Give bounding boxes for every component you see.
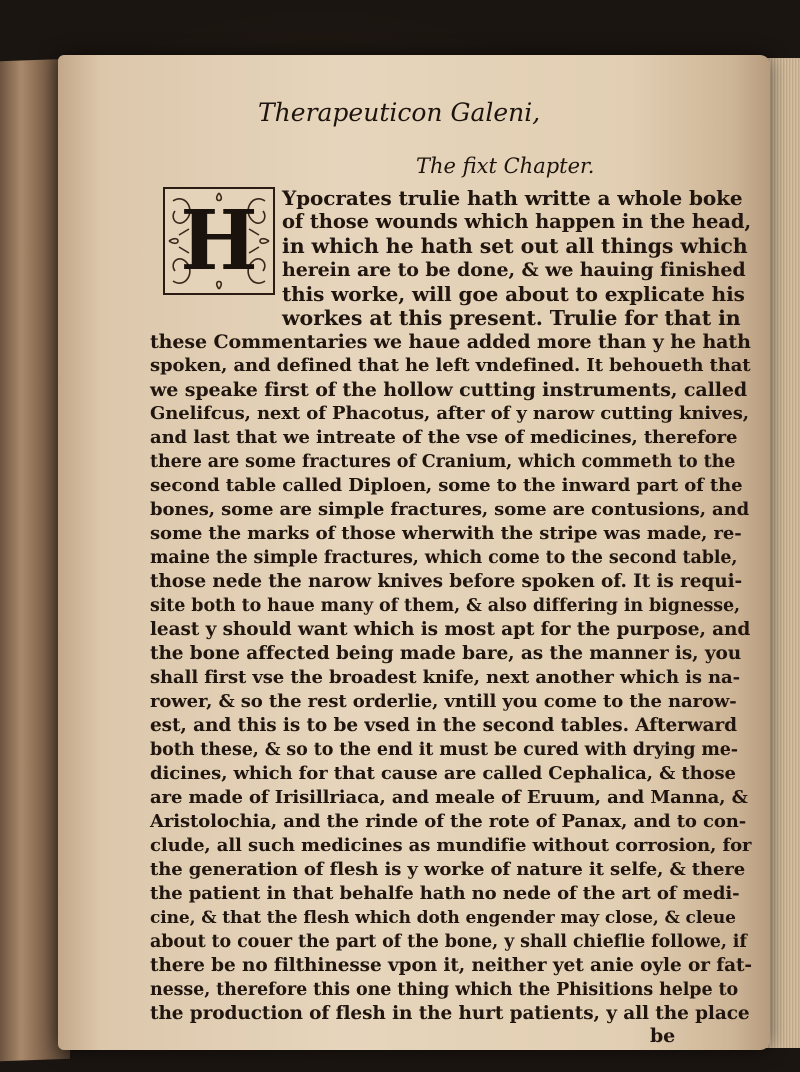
text-line: site both to haue many of them, & also differing in bignesse,	[150, 596, 741, 616]
text-line: in which he hath set out all things which	[282, 234, 748, 258]
text-line: Gnelifcus, next of Phacotus, after of y narow cutting knives,	[150, 403, 749, 424]
text-line: there be no filthinesse vpon it, neither yet anie oyle or fat-	[150, 955, 752, 976]
text-line: nesse, therefore this one thing which the Phisitions helpe to	[150, 980, 739, 1000]
decorated-initial	[163, 187, 275, 295]
text-line: this worke, will goe about to explicate his	[282, 282, 745, 306]
text-line: the generation of flesh is y worke of nature it selfe, & there	[150, 859, 746, 880]
text-line: there are some fractures of Cranium, which commeth to the	[150, 452, 736, 472]
text-line: these Commentaries we haue added more than y he hath	[150, 331, 751, 353]
text-line: of those wounds which happen in the head,	[282, 210, 752, 233]
text-line: bones, some are simple fractures, some are contusions, and	[150, 499, 750, 520]
text-line: the production of flesh in the hurt patients, y all the place	[150, 1003, 750, 1024]
text-line: est, and this is to be vsed in the second tables. Afterward	[150, 715, 738, 736]
text-line: second table called Diploen, some to the inward part of the	[150, 475, 743, 496]
text-line: the patient in that behalfe hath no nede of the art of medi-	[150, 883, 740, 904]
text-line: spoken, and defined that he left vndefined. It behoueth that	[150, 355, 751, 376]
running-head: Therapeuticon Galeni,	[258, 98, 541, 127]
text-line: maine the simple fractures, which come to the second table,	[150, 548, 738, 568]
catchword: be	[650, 1025, 676, 1047]
text-line: about to couer the part of the bone, y shall chieflie followe, if	[150, 932, 747, 952]
text-line: shall first vse the broadest knife, next another which is na-	[150, 667, 740, 688]
text-line: Ypocrates trulie hath writte a whole boke	[282, 186, 743, 210]
text-line: we speake first of the hollow cutting instruments, called	[150, 379, 748, 401]
chapter-title: The fixt Chapter.	[416, 154, 595, 178]
text-line: herein are to be done, & we hauing finished	[282, 259, 746, 281]
text-line: dicines, which for that cause are called Cephalica, & those	[150, 763, 736, 784]
text-line: rower, & so the rest orderlie, vntill you come to the narow-	[150, 691, 737, 712]
text-line: clude, all such medicines as mundifie without corrosion, for	[150, 835, 752, 856]
text-line: are made of Irisillriaca, and meale of Eruum, and Manna, &	[150, 787, 748, 808]
initial-letter: H	[180, 193, 258, 289]
text-line: Aristolochia, and the rinde of the rote of Panax, and to con-	[150, 811, 747, 832]
text-line: the bone affected being made bare, as the manner is, you	[150, 643, 742, 664]
text-line: least y should want which is most apt for the purpose, and	[150, 619, 751, 640]
text-line: those nede the narow knives before spoken of. It is requi-	[150, 571, 743, 592]
text-line: workes at this present. Trulie for that in	[282, 306, 741, 330]
text-line: cine, & that the flesh which doth engender may close, & cleue	[150, 908, 736, 928]
text-line: and last that we intreate of the vse of medicines, therefore	[150, 427, 738, 448]
text-line: both these, & so to the end it must be cured with drying me-	[150, 740, 738, 760]
text-line: some the marks of those wherwith the stripe was made, re-	[150, 523, 742, 544]
